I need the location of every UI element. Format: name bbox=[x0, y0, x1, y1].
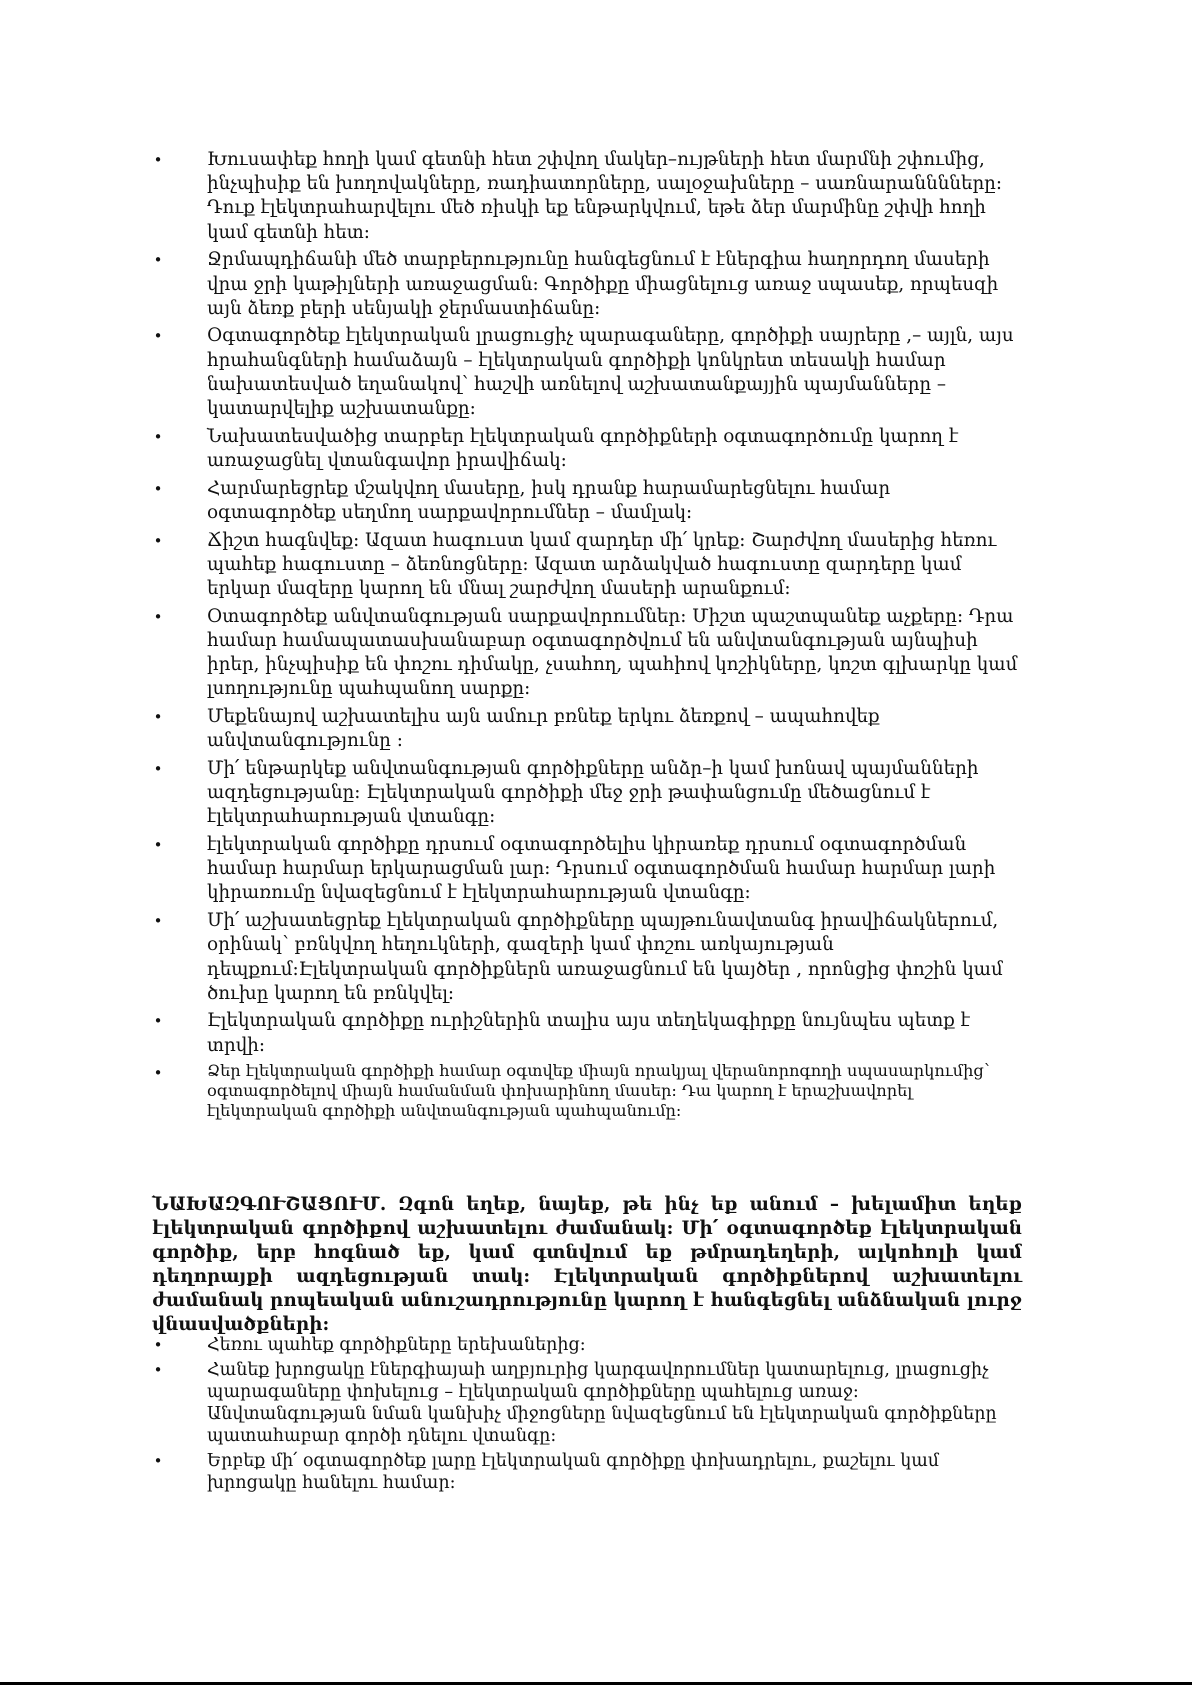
list-item bbox=[152, 1009, 1022, 1057]
bullet-icon: • bbox=[153, 1012, 163, 1031]
list-item-text: Հանեք խրոցակը էներգիայաի աղբյուրից կարգավորումներ կատարելուց, լրացուցիչ պարագաները փոխելուց – էլեկտրական գործիքները պահելուց առաջ: Անվտանգության նման կանխիչ միջոցները նվազեցնում են էլեկտրական գործիքները պատահաբար գործի դնելու վտանգը: bbox=[207, 1360, 997, 1446]
bullet-icon: • bbox=[153, 707, 163, 726]
list-item-text: Օտագործեք անվտանգության սարքավորումներ: Միշտ պաշտպանեք աչքերը: Դրա համար համապատասխանաբար օգտագործվում են անվտանգության այնպիսի իրեր, ինչպիսիք են փոշու դիմակը, չսահող, պահիով կոշիկները, կոշտ գլխարկը կամ լսողությունը պահպանող սարքը: bbox=[207, 605, 1018, 700]
bullet-icon: • bbox=[153, 835, 163, 854]
list-item-text: Հարմարեցրեք մշակվող մասերը, իսկ դրանք հարամարեցնելու համար օգտագործեք սեղմող սարքավորումներ – մամլակ: bbox=[207, 477, 891, 523]
list-item-text: Մի՛ աշխատեցրեք էլեկտրական գործիքները պայթունավտանգ իրավիճակներում, օրինակ՝ բռնկվող հեղուկների, գազերի կամ փոշու առկայության դեպքում:Էլեկտրական գործիքներն առաջացնում են կայծեր , որոնցից փոշին կամ ծուխը կարող են բռնկվել: bbox=[207, 910, 1003, 1004]
list-item bbox=[152, 605, 1022, 702]
bullet-icon: • bbox=[153, 531, 163, 550]
list-item bbox=[152, 1359, 1022, 1447]
bullet-icon: • bbox=[153, 1336, 163, 1354]
tool-care-list bbox=[152, 1334, 1022, 1497]
bullet-icon: • bbox=[153, 327, 163, 346]
list-item bbox=[152, 529, 1022, 602]
bullet-icon: • bbox=[153, 1452, 163, 1470]
list-item bbox=[152, 1334, 1022, 1356]
list-item-text: Մեքենայով աշխատելիս այն ամուր բռնեք երկու ձեռքով – ապահովեք անվտանգությունը : bbox=[207, 705, 880, 752]
safety-rules-list bbox=[152, 148, 1022, 1125]
bullet-icon: • bbox=[153, 151, 163, 169]
list-item-text: Խուսափեք հողի կամ գետնի հետ շփվող մակեր–ույթների հետ մարմնի շփումից, ինչպիսիք են խողովակները, ռադիատորները, սալօջախները – սառնարանննները: Դուք էլեկտրահարվելու մեծ ռիսկի եք ենթարկվում, եթե ձեր մարմինը շփվի հողի կամ գետնի հետ: bbox=[207, 149, 1003, 243]
list-item bbox=[152, 148, 1022, 245]
bullet-icon: • bbox=[153, 427, 163, 446]
list-item bbox=[152, 705, 1022, 753]
list-item-text: Ջրմապդիճանի մեծ տարբերությունը հանգեցնում է էներգիա հաղորդող մասերի վրա ջրի կաթիլների առաջացման: Գործիքը միացնելուց առաջ սպասեք, որպեսզի այն ձեռք բերի սենյակի ջերմաստիճանը: bbox=[207, 249, 999, 319]
list-item-text: Էլեկտրական գործիքը ուրիշներին տալիս այս տեղեկագիրքը նույնպես պետք է տրվի: bbox=[207, 1010, 970, 1056]
bullet-icon: • bbox=[153, 251, 163, 270]
list-item bbox=[152, 425, 1022, 473]
list-item bbox=[152, 248, 1022, 321]
list-item bbox=[152, 477, 1022, 525]
list-item bbox=[152, 909, 1022, 1006]
list-item-text: Մի՛ ենթարկեք անվտանգության գործիքները անձր–ի կամ խոնավ պայմանների ազդեցությանը: Էլեկտրական գործիքի մեջ ջրի թափանցումը մեծացնում է էլեկտրահարության վտանգը: bbox=[207, 757, 979, 828]
list-item bbox=[152, 1061, 1022, 1121]
warning-paragraph: ՆԱԽԱԶԳՈՒՇԱՑՈՒՄ. Զգոն եղեք, նայեք, թե ինչ եք անում – խելամիտ եղեք էլեկտրական գործիքով աշխատելու ժամանակ: Մի՛ օգտագործեք էլեկտրական գործիք, երբ հոգնած եք, կամ գտնվում եք թմրադեղերի, ալկոհոլի կամ դեղորայքի ազդեցության տակ: Էլեկտրական գործիքներով աշխատելու ժամանակ րոպեական անուշադրությունը կարող է հանգեցնել անձնական լուրջ վնասվածքների: bbox=[152, 1194, 1022, 1336]
list-item bbox=[152, 833, 1022, 906]
bullet-icon: • bbox=[153, 479, 163, 498]
bullet-icon: • bbox=[153, 607, 163, 626]
list-item-text: Ձեր էլեկտրական գործիքի համար օգտվեք միայն որակյալ վերանորոգողի սպասարկումից՝ օգտագործելով միայն համանման փոխարինող մասեր: Դա կարող է երաշխավորել էլեկտրական գործիքի անվտանգության պահպանումը: bbox=[207, 1061, 990, 1121]
bullet-icon: • bbox=[153, 759, 163, 778]
list-item bbox=[152, 757, 1022, 830]
list-item-text: Ճիշտ հագնվեք: Ազատ հագուստ կամ զարդեր մի՛ կրեք: Շարժվող մասերից հեռու պահեք հագուստը – ձեռնոցները: Ազատ արձակված հագուստը զարդերը կամ երկար մազերը կարող են մնալ շարժվող մասերի արանքում: bbox=[207, 529, 997, 599]
bullet-icon: • bbox=[153, 912, 163, 931]
list-item-text: Երբեք մի՛ օգտագործեք լարը էլեկտրական գործիքը փոխադրելու, քաշելու կամ խրոցակը հանելու համար: bbox=[207, 1451, 940, 1493]
bullet-icon: • bbox=[153, 1064, 163, 1083]
list-item-text: էլեկտրական գործիքը դրսում օգտագործելիս կիրառեք դրսում օգտագործման համար հարմար երկարացման լար: Դրսում օգտագործման համար հարմար լարի կիրառումը նվազեցնում է էլեկտրահարության վտանգը: bbox=[207, 833, 996, 904]
list-item-text: Նախատեսվածից տարբեր էլեկտրական գործիքների օգտագործումը կարող է առաջացնել վտանգավոր իրավիճակ: bbox=[207, 425, 959, 471]
list-item bbox=[152, 324, 1022, 421]
list-item bbox=[152, 1450, 1022, 1494]
bullet-icon: • bbox=[153, 1361, 163, 1379]
list-item-text: Օգտագործեք էլեկտրական լրացուցիչ պարագաները, գործիքի սայրերը ,– այլն, այս հրահանգների համաձայն – էլեկտրական գործիքի կոնկրետ տեսակի համար նախատեսված եղանակով՝ հաշվի առնելով աշխատանքայյին պայմանները – կատարվելիք աշխատանքը: bbox=[207, 325, 1014, 420]
list-item-text: Հեռու պահեք գործիքները երեխաներից: bbox=[207, 1335, 586, 1355]
